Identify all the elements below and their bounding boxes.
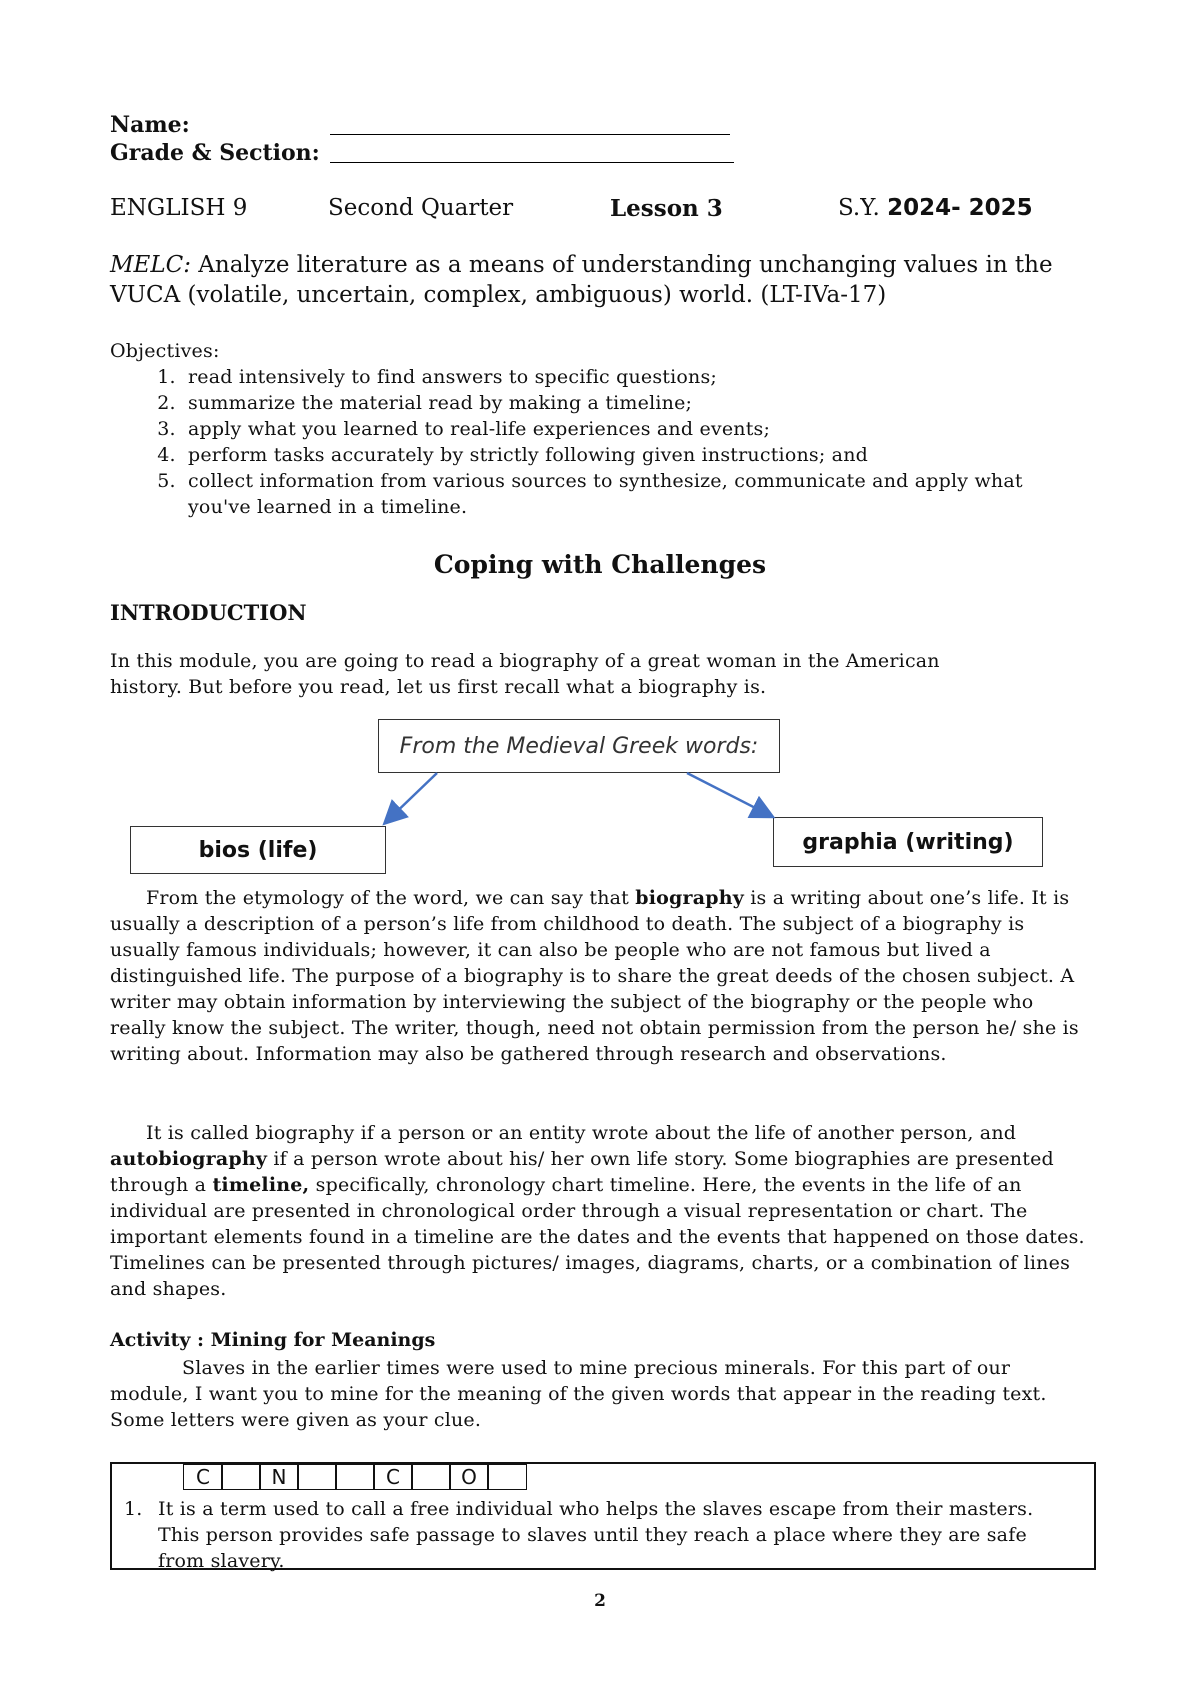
letter-cell[interactable] [487,1464,527,1490]
activity-heading: Activity : Mining for Meanings [110,1329,436,1351]
biography-paragraph [110,1120,1092,1302]
para2-post: is a writing about one’s life. It is usually a description of a person’s life from childhood to death. The subject of a biography is usually famous individuals; however, it can also be people who are not famous but lived a distinguished life. The purpose of a biography is to share the great deeds of the chosen subject. A writer may obtain information by interviewing the subject of the biography or the people who really know the subject. The writer, though, need not obtain permission from the person he/ she is writing about. Information may also be gathered through research and observations. [110,887,1079,1065]
objective-item: 2. summarize the material read by making a timeline; [182,390,1080,416]
activity-instructions: Slaves in the earlier times were used to mine precious minerals. For this part of our module, I want you to mine for the meaning of the given words that appear in the reading text. Some letters were given as your clue. [110,1357,1047,1431]
objective-item: 3. apply what you learned to real-life experiences and events; [182,416,1080,442]
arrow-to-bios [386,773,437,822]
sy-label: S.Y. [838,195,880,221]
arrow-to-graphia [687,773,771,816]
letter-cell[interactable] [297,1464,337,1490]
objective-item: 1. read intensively to find answers to specific questions; [182,364,1080,390]
page-number: 2 [594,1591,606,1611]
letter-cell[interactable] [221,1464,261,1490]
puzzle-item-number: 1. [124,1498,143,1520]
quarter-label: Second Quarter [328,195,514,221]
sy-value: 2024- 2025 [887,195,1033,221]
intro-line1: In this module, you are going to read a biography of a great woman in the American [110,650,940,672]
name-label: Name: [110,112,190,138]
melc-label: MELC: [110,252,191,278]
para3-part1: It is called biography if a person or an entity wrote about the life of another person, and [146,1122,1017,1144]
para3-bold2: timeline, [212,1174,310,1196]
letter-cell[interactable]: C [373,1464,413,1490]
subject-label: ENGLISH 9 [110,195,248,221]
para3-part2: if a person wrote about his/ her own life story. Some biographies are presented through a [110,1148,1054,1196]
objective-item: 4. perform tasks accurately by strictly following given instructions; and [182,442,1080,468]
letter-cell[interactable] [335,1464,375,1490]
grade-section-label: Grade & Section: [110,140,320,166]
diagram-left-text: bios (life) [198,837,318,863]
objective-item: 5. collect information from various sources to synthesize, communicate and apply what you've learned in a timeline. [182,468,1080,520]
melc-text-line1: Analyze literature as a means of understanding unchanging values in the [190,252,1053,278]
letter-cell[interactable]: O [449,1464,489,1490]
objectives-heading: Objectives: [110,340,220,362]
para3-bold1: autobiography [110,1148,268,1170]
melc-text-line2: VUCA (volatile, uncertain, complex, ambiguous) world. (LT-IVa-17) [110,282,887,308]
letter-cell[interactable] [411,1464,451,1490]
lesson-title: Coping with Challenges [433,550,767,579]
puzzle-box [110,1462,1096,1570]
intro-line2: history. But before you read, let us first recall what a biography is. [110,676,767,698]
para3-part3: specifically, chronology chart timeline. Here, the events in the life of an individual are presented in chronological order through a visual representation or chart. The important elements found in a timeline are the dates and the events that happened on those dates. Timelines can be presented through pictures/ images, diagrams, charts, or a combination of lines and shapes. [110,1174,1085,1300]
para2-pre: From the etymology of the word, we can say that [146,887,636,909]
letter-cell[interactable]: N [259,1464,299,1490]
para2-bold: biography [635,887,744,909]
puzzle-item-text: It is a term used to call a free individual who helps the slaves escape from their masters. This person provides safe passage to slaves until they reach a place where they are safe from slavery. [158,1498,1034,1572]
introduction-heading: INTRODUCTION [110,600,307,625]
diagram-right-text: graphia (writing) [802,829,1014,855]
letter-cell[interactable]: C [183,1464,223,1490]
lesson-label: Lesson 3 [610,195,723,222]
diagram-top-text: From the Medieval Greek words: [399,733,759,759]
etymology-paragraph [110,885,1092,1067]
